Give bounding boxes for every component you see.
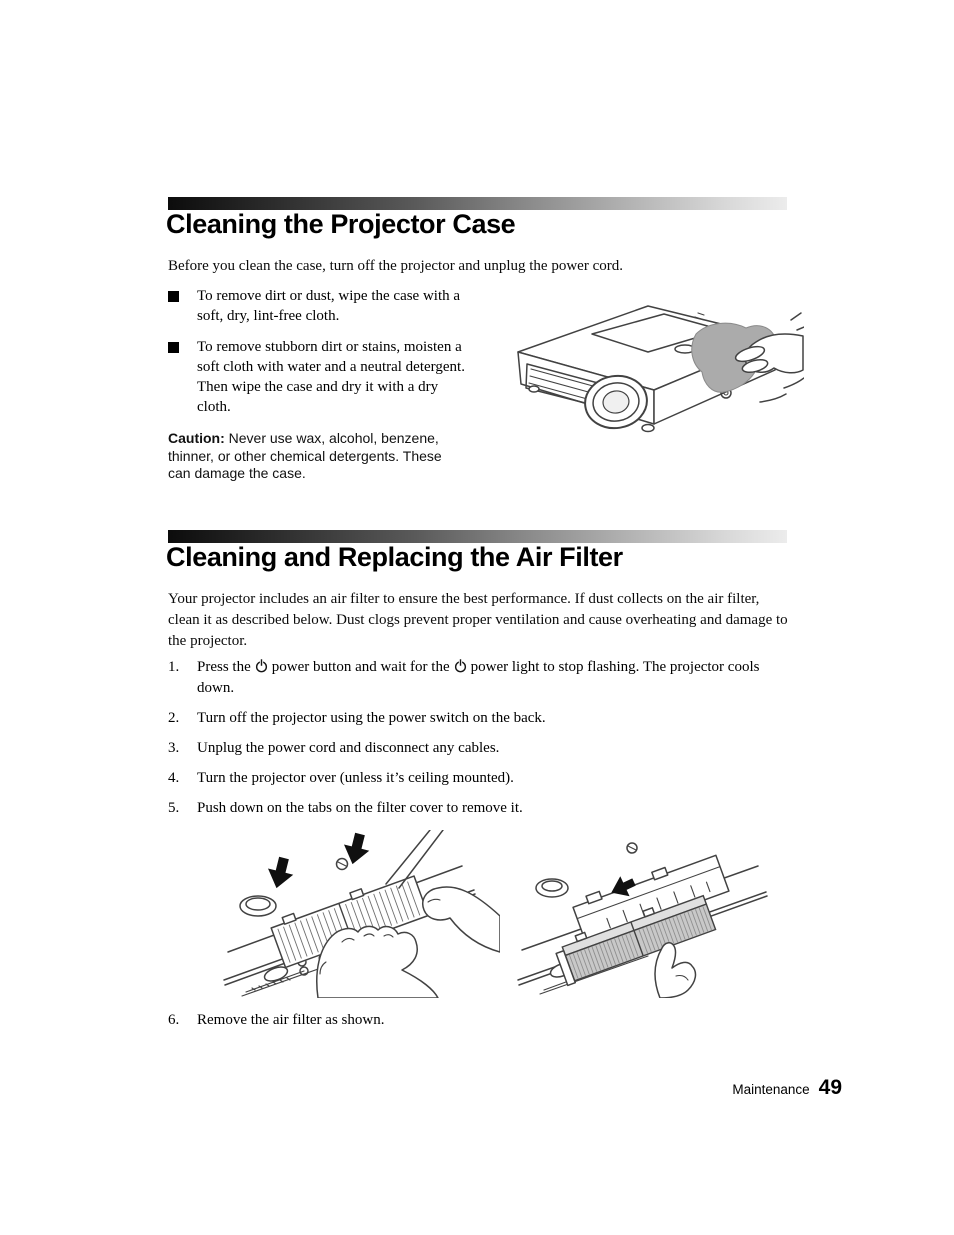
filter-cover-push-tabs-illustration [222,830,500,998]
step-number: 5. [168,800,180,816]
power-icon [454,658,467,673]
step-item-3 [168,738,790,759]
step-number: 3. [168,740,180,756]
step1-text-between: power button and wait for the [271,659,450,675]
step-number: 4. [168,770,180,786]
step-item-6 [168,1010,790,1031]
footer-page-number: 49 [818,1076,842,1099]
projector-cleaning-illustration [498,280,804,438]
square-bullet-icon [168,342,179,353]
press-arrow [340,831,373,867]
step1-text-after: power light to stop flashing. The projector cools down. [197,659,760,696]
section1-bullet-list [168,286,468,428]
caution-text: Never use wax, alcohol, benzene, thinner, or other chemical detergents. These can damage the case. [168,430,442,481]
step1-text-before: Press the [197,659,251,675]
air-filter-steps [168,657,790,828]
square-bullet-icon [168,291,179,302]
bullet-item [168,337,468,417]
left-hand [317,926,438,998]
air-filter-removal-illustration [512,830,790,998]
step-text: Unplug the power cord and disconnect any cables. [197,740,500,756]
power-icon [255,658,268,673]
removing-hand [655,943,696,998]
section1-title: Cleaning the Projector Case [166,209,516,239]
bullet-item [168,286,468,326]
caution-label: Caution: [168,430,225,446]
step-number: 6. [168,1012,180,1028]
step-item-1 [168,657,790,699]
footer-section-label: Maintenance [732,1082,810,1097]
step-number: 2. [168,710,180,726]
step-text: Push down on the tabs on the filter cover to remove it. [197,800,523,816]
page-footer [732,1076,842,1100]
step-number: 1. [168,659,180,675]
right-hand [423,887,500,952]
projector-foot [240,896,276,916]
step-item-2 [168,708,790,729]
section2-intro: Your projector includes an air filter to ensure the best performance. If dust collects on the air filter, clean it as described below. Dust clogs prevent proper ventilation and cause overheating and damage to the projector. [168,591,788,649]
step-text: Remove the air filter as shown. [197,1012,385,1028]
step-item-4 [168,768,790,789]
step-item-5 [168,798,790,819]
bullet-text: To remove dirt or dust, wipe the case with a soft, dry, lint-free cloth. [197,288,461,324]
bullet-text: To remove stubborn dirt or stains, moisten a soft cloth with water and a neutral detergent. Then wipe the case and dry it with a dry cloth. [197,339,465,415]
step-text: Turn off the projector using the power switch on the back. [197,710,546,726]
section1-intro: Before you clean the case, turn off the projector and unplug the power cord. [168,258,623,274]
step-text: Turn the projector over (unless it’s ceiling mounted). [197,770,514,786]
step-text [197,657,790,699]
press-arrow [264,855,297,891]
caution-note [168,430,468,483]
section2-title: Cleaning and Replacing the Air Filter [166,542,623,572]
